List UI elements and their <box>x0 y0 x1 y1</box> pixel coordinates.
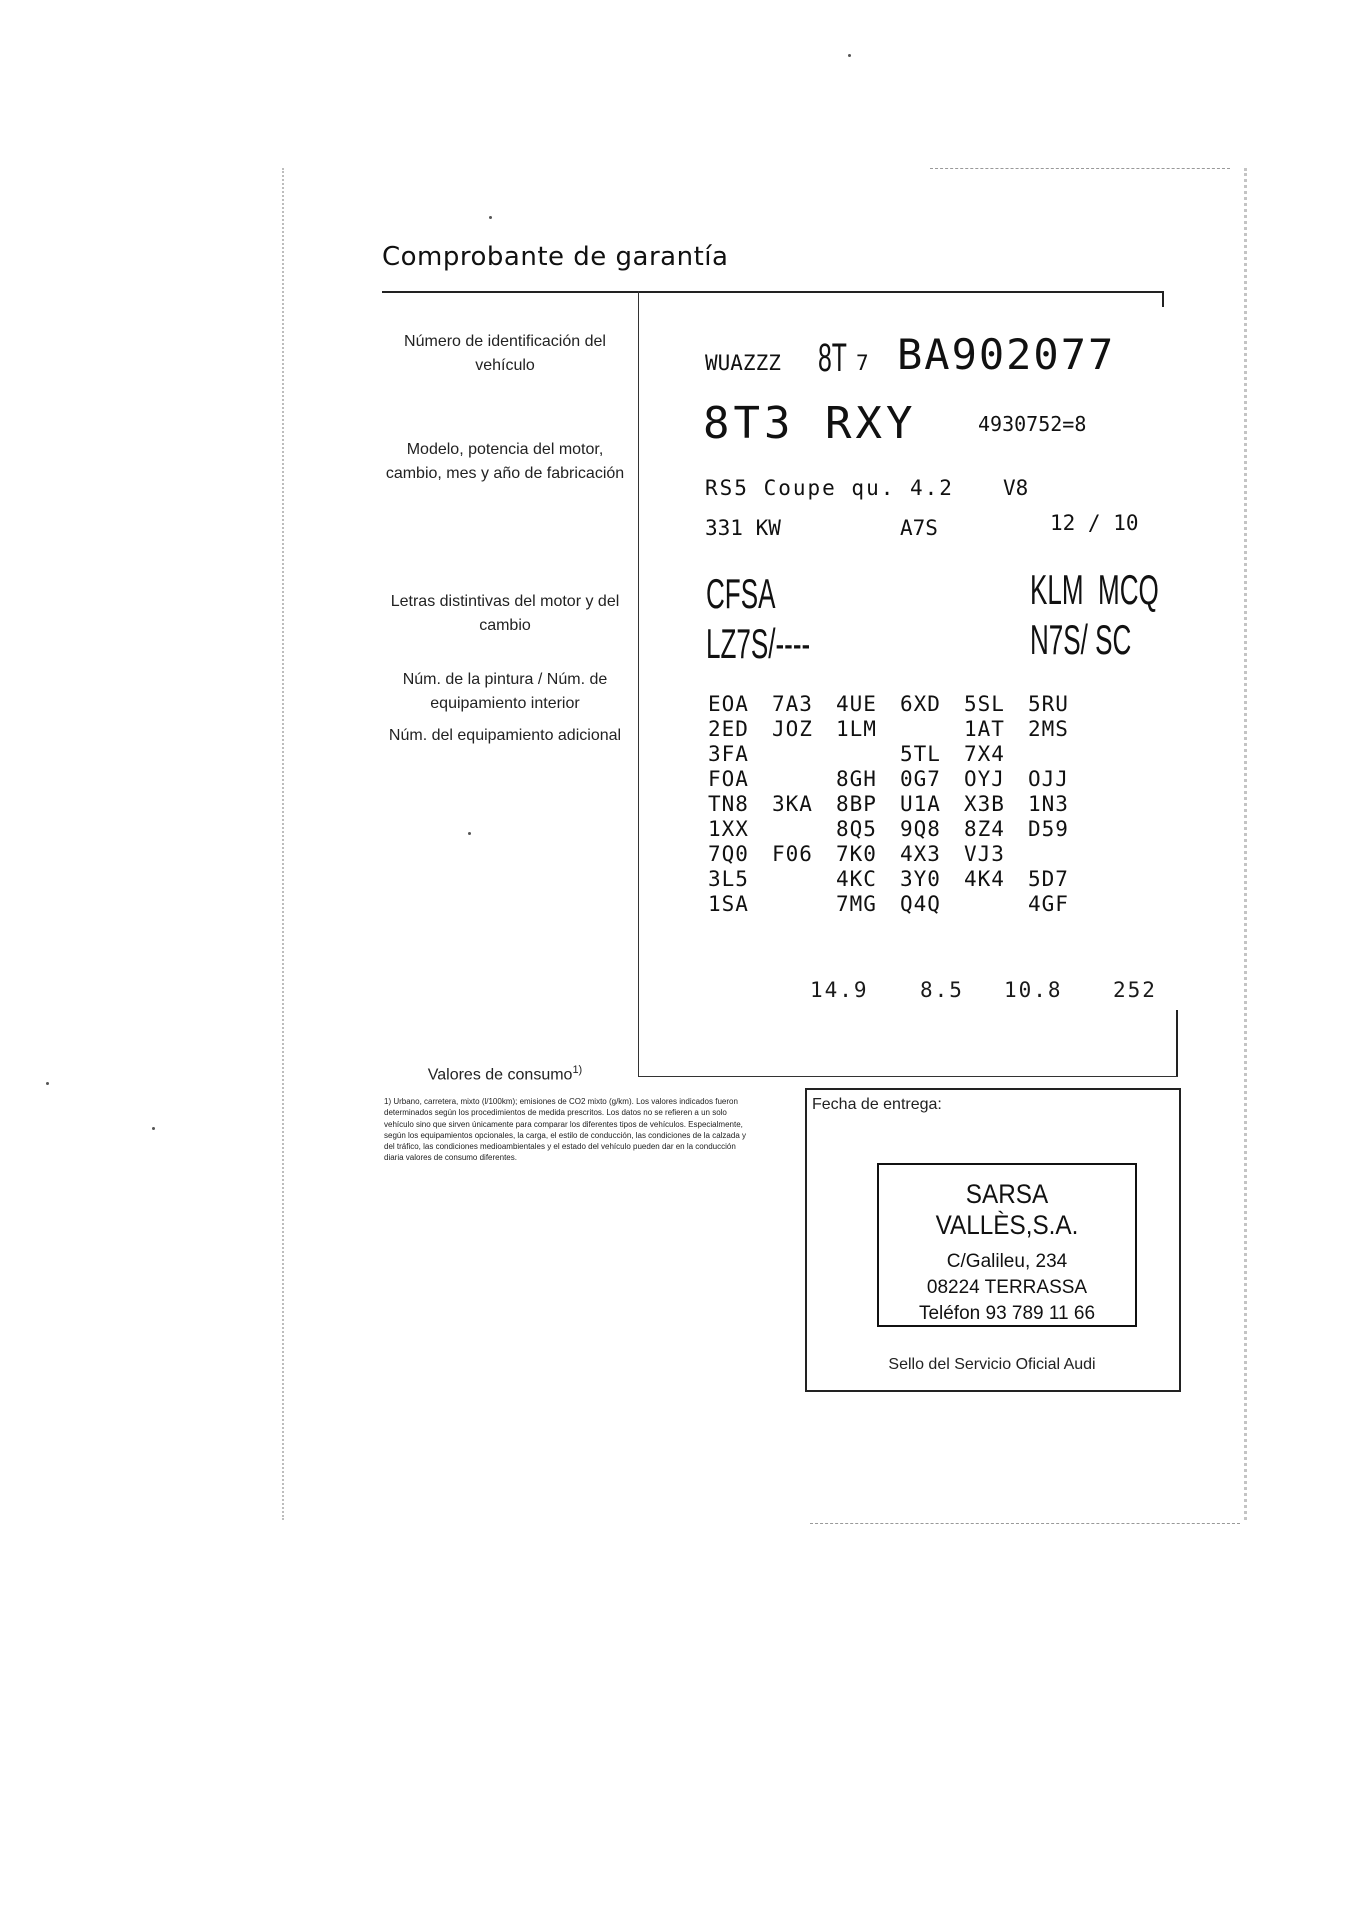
equipment-code: 7MG <box>836 892 877 916</box>
label-consumption-sup: 1) <box>572 1064 583 1076</box>
equipment-code: 4UE <box>836 692 877 716</box>
scan-speck <box>152 1127 155 1130</box>
equipment-row <box>708 817 1092 842</box>
equipment-code: 7Q0 <box>708 842 749 866</box>
equipment-code <box>772 867 836 892</box>
scan-speck <box>848 54 851 57</box>
equipment-row <box>708 767 1092 792</box>
scan-speck <box>489 216 492 219</box>
equipment-code: 9Q8 <box>900 817 941 841</box>
equipment-code: Q4Q <box>900 892 941 916</box>
label-consumption <box>385 1058 625 1087</box>
scan-speck <box>46 1082 49 1085</box>
scan-line <box>810 1523 1240 1524</box>
equipment-code <box>836 742 900 767</box>
equipment-row <box>708 742 1092 767</box>
form-frame-right <box>1176 1010 1178 1076</box>
equipment-code: 4X3 <box>900 842 941 866</box>
equipment-code: OJJ <box>1028 767 1069 791</box>
production-date: 12 / 10 <box>1050 511 1139 535</box>
equipment-code: 4KC <box>836 867 877 891</box>
dealer-street: C/Galileu, 234 <box>946 1251 1068 1272</box>
equipment-code <box>772 767 836 792</box>
dealer-stamp <box>877 1163 1137 1327</box>
form-frame-top <box>382 291 1164 293</box>
equipment-code: 7A3 <box>772 692 813 716</box>
dealer-city: 08224 TERRASSA <box>926 1277 1088 1298</box>
equipment-code: 1AT <box>964 717 1005 741</box>
equipment-code: 1SA <box>708 892 749 916</box>
vin-type: 8T <box>818 336 847 380</box>
dealer-phone: Teléfon 93 789 11 66 <box>918 1303 1096 1324</box>
equipment-code: VJ3 <box>964 842 1005 866</box>
equipment-code: 3FA <box>708 742 749 766</box>
equipment-code: 6XD <box>900 692 941 716</box>
equipment-code: 5TL <box>900 742 941 766</box>
equipment-code: 7K0 <box>836 842 877 866</box>
equipment-codes-grid <box>708 692 1092 917</box>
consumption-mixed: 10.8 <box>1004 978 1063 1002</box>
label-consumption-text: Valores de consumo <box>427 1066 573 1084</box>
equipment-code: 0G7 <box>900 767 941 791</box>
equipment-code: 5RU <box>1028 692 1069 716</box>
form-column-divider <box>638 291 639 1077</box>
equipment-code: 3Y0 <box>900 867 941 891</box>
model-number: 4930752=8 <box>978 412 1087 436</box>
equipment-row <box>708 842 1092 867</box>
equipment-code <box>1028 842 1092 867</box>
stamp-caption: Sello del Servicio Oficial Audi <box>888 1356 1096 1373</box>
model-code: 8T3 RXY <box>703 398 917 449</box>
equipment-code: 4K4 <box>964 867 1005 891</box>
equipment-code: OYJ <box>964 767 1005 791</box>
gearbox-letters: LZ7S/---- <box>706 620 811 667</box>
equipment-code <box>964 892 1028 917</box>
label-paint: Núm. de la pintura / Núm. de equipamiento interior <box>402 671 608 712</box>
paint-interior: N7S/ SC <box>1030 616 1132 663</box>
equipment-row <box>708 717 1092 742</box>
equipment-code <box>772 817 836 842</box>
scan-line <box>930 168 1230 169</box>
equipment-row <box>708 892 1092 917</box>
equipment-code: 8Q5 <box>836 817 877 841</box>
equipment-code: 2ED <box>708 717 749 741</box>
equipment-code: 8GH <box>836 767 877 791</box>
vin-digit: 7 <box>856 351 869 375</box>
form-frame-bottom <box>638 1076 1178 1077</box>
equipment-code: JOZ <box>772 717 813 741</box>
equipment-row <box>708 692 1092 717</box>
gearbox-code: A7S <box>900 516 938 540</box>
equipment-code <box>1028 742 1092 767</box>
form-frame-tick <box>1162 291 1164 307</box>
equipment-code: EOA <box>708 692 749 716</box>
equipment-code: 3L5 <box>708 867 749 891</box>
equipment-row <box>708 792 1092 817</box>
engine-power: 331 KW <box>705 516 781 540</box>
equipment-code <box>900 717 964 742</box>
equipment-code <box>772 892 836 917</box>
equipment-code: 8Z4 <box>964 817 1005 841</box>
equipment-code: 3KA <box>772 792 813 816</box>
equipment-code: 5SL <box>964 692 1005 716</box>
equipment-code: 1N3 <box>1028 792 1069 816</box>
scan-speck <box>468 832 471 835</box>
vin-serial: BA902077 <box>897 330 1116 379</box>
codes-right: KLM MCQ <box>1030 566 1159 613</box>
delivery-date-label: Fecha de entrega: <box>812 1096 942 1113</box>
equipment-code: U1A <box>900 792 941 816</box>
label-engine-letters: Letras distintivas del motor y del cambio <box>390 593 620 634</box>
engine-code: CFSA <box>706 570 776 617</box>
equipment-code: D59 <box>1028 817 1069 841</box>
label-vin: Número de identificación del vehículo <box>404 333 606 374</box>
dealer-name: SARSA VALLÈS,S.A. <box>935 1179 1079 1240</box>
equipment-code: FOA <box>708 767 749 791</box>
equipment-code: 4GF <box>1028 892 1069 916</box>
consumption-co2: 252 <box>1113 978 1157 1002</box>
equipment-code: 1LM <box>836 717 877 741</box>
label-model: Modelo, potencia del motor, cambio, mes y año de fabricación <box>385 441 625 482</box>
equipment-code: 2MS <box>1028 717 1069 741</box>
equipment-code: F06 <box>772 842 813 866</box>
equipment-code: 1XX <box>708 817 749 841</box>
model-name: RS5 Coupe qu. 4.2 <box>705 476 954 500</box>
vin-prefix: WUAZZZ <box>705 351 781 375</box>
equipment-code: TN8 <box>708 792 749 816</box>
label-equipment: Núm. del equipamiento adicional <box>388 727 622 744</box>
equipment-code: X3B <box>964 792 1005 816</box>
document-title: Comprobante de garantía <box>382 242 729 272</box>
equipment-code: 8BP <box>836 792 877 816</box>
equipment-code <box>772 742 836 767</box>
equipment-row <box>708 867 1092 892</box>
consumption-highway: 8.5 <box>920 978 964 1002</box>
consumption-footnote: 1) Urbano, carretera, mixto (l/100km); emisiones de CO2 mixto (g/km). Los valores indicados fueron determinados según los procedimientos de medida prescritos. Los datos no se refieren a un solo vehículo sino que sirven únicamente para comparar los diferentes tipos de vehículos. Especialmente, según los equipamientos opcionales, la carga, el estilo de conducción, las condiciones de la calzada y del tráfico, las condiciones medioambientales y el estado del vehículo pueden dar en la conducción diaria valores de consumo diferentes. <box>384 1097 747 1163</box>
engine-type: V8 <box>1003 476 1029 500</box>
equipment-code: 7X4 <box>964 742 1005 766</box>
equipment-code: 5D7 <box>1028 867 1069 891</box>
consumption-urban: 14.9 <box>810 978 869 1002</box>
